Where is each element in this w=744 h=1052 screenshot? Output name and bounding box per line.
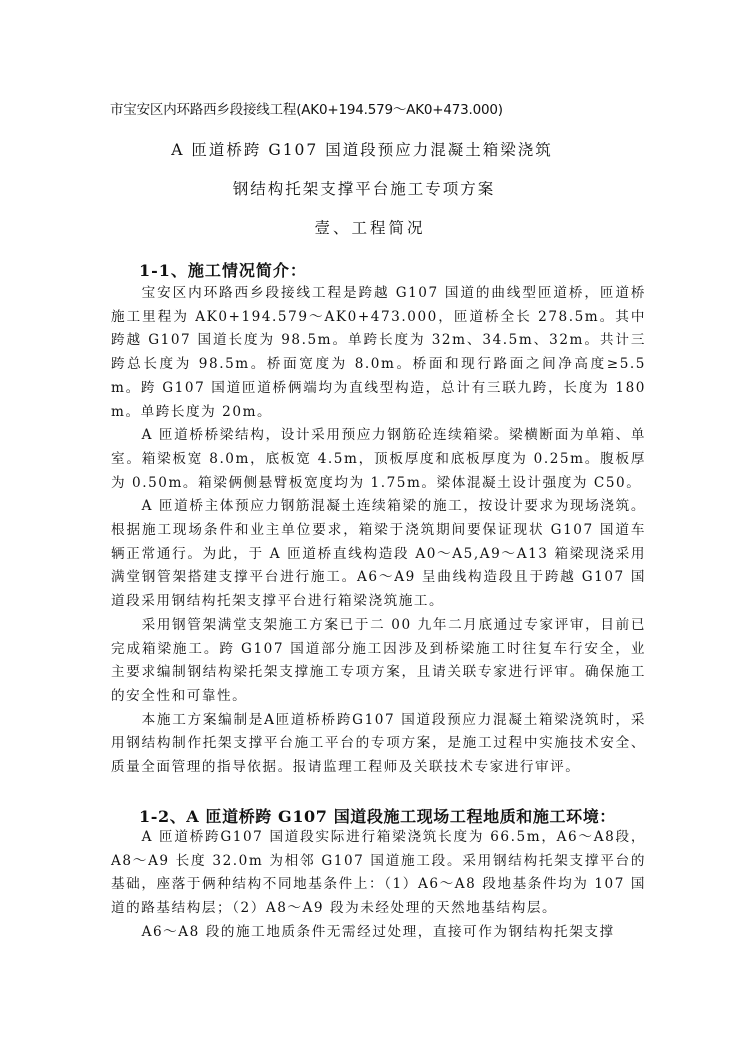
document-title-line-1: A 匝道桥跨 G107 国道段预应力混凝土箱梁浇筑: [171, 141, 553, 159]
paragraph: 宝安区内环路西乡段接线工程是跨越 G107 国道的曲线型匝道桥，匝道桥施工里程为 AK0+194.579～AK0+473.000，匝道桥全长 278.5m。其中跨越 G107 国道长度为 98.5m。单跨长度为 32m、34.5m、32m。共计三跨总长度为 98.5m。桥面宽度为 8.0m。桥面和现行路面之间净高度≥5.5m。跨 G107 国道匝道桥俩端均为直线型构造，总计有三联九跨，长度为 180m。单跨长度为 20m。: [111, 285, 646, 420]
paragraph: A6～A8 段的施工地质条件无需经过处理，直接可作为钢结构托架支撑: [141, 923, 615, 940]
chapter-heading: 壹、工程简况: [314, 219, 426, 237]
document-title-line-2: 钢结构托架支撑平台施工专项方案: [232, 180, 496, 198]
section-heading-1-2: 1-2、A 匝道桥跨 G107 国道段施工现场工程地质和施工环境：: [139, 807, 616, 826]
paragraph: A 匝道桥桥梁结构，设计采用预应力钢筋砼连续箱梁。梁横断面为单箱、单室。箱梁板宽 8.0m，底板宽 4.5m，顶板厚度和底板厚度为 0.25m。腹板厚为 0.50m。箱梁俩侧悬臂板宽度均为 1.75m。梁体混凝土设计强度为 C50。: [111, 427, 646, 491]
document-header: 市宝安区内环路西乡段接线工程(AK0+194.579～AK0+473.000): [110, 102, 503, 118]
section-body-1-2: [111, 826, 646, 945]
paragraph: A 匝道桥跨G107 国道段实际进行箱梁浇筑长度为 66.5m，A6～A8段，A8～A9 长度 32.0m 为相邻 G107 国道施工段。采用钢结构托架支撑平台的基础，座落于俩种结构不同地基条件上：（1）A6～A8 段地基条件均为 107 国道的路基结构层；（2）A8～A9 段为未经处理的天然地基结构层。: [111, 829, 646, 917]
paragraph: 本施工方案编制是A匝道桥桥跨G107 国道段预应力混凝土箱梁浇筑时，采用钢结构制作托架支撑平台施工平台的专项方案，是施工过程中实施技术安全、质量全面管理的指导依据。报请监理工程师及关联技术专家进行审评。: [111, 711, 646, 776]
section-heading-1-1: 1-1、施工情况简介：: [139, 261, 307, 280]
paragraph: A 匝道桥主体预应力钢筋混凝土连续箱梁的施工，按设计要求为现场浇筑。根据施工现场条件和业主单位要求，箱梁于浇筑期间要保证现状 G107 国道车辆正常通行。为此，于 A 匝道桥直线构造段 A0～A5,A9～A13 箱梁现浇采用满堂钢管架搭建支撑平台进行施工。A6～A9 呈曲线构造段且于跨越 G107 国道段采用钢结构托架支撑平台进行箱梁浇筑施工。: [111, 498, 646, 610]
section-body-1-1: [111, 282, 646, 780]
paragraph: 采用钢管架满堂支架施工方案已于二 00 九年二月底通过专家评审，目前已完成箱梁施工。跨 G107 国道部分施工因涉及到桥梁施工时往复车行安全，业主要求编制钢结构梁托架支撑施工专项方案，且请关联专家进行评审。确保施工的安全性和可靠性。: [111, 616, 646, 704]
